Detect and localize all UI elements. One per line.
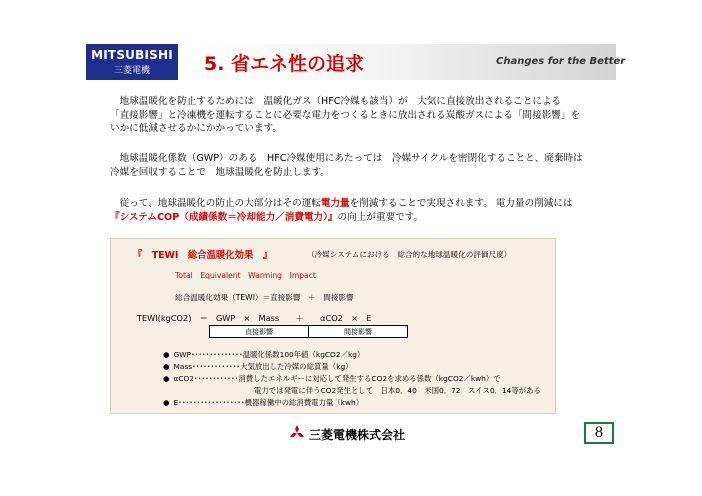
paragraph-1-line-3: いかに低減させるかにかかっています。 <box>110 123 282 135</box>
direct-impact-cell: 直接影響 <box>210 326 309 338</box>
bullet-key: E･･････････････････ <box>173 398 245 407</box>
tewi-definition: 総合温暖化効果（TEWI）＝直接影響 ＋ 間接影響 <box>175 293 354 302</box>
bullet-key: αCO2････････････ <box>173 374 239 383</box>
page-number: 8 <box>584 422 614 444</box>
bullet-mass <box>163 361 353 372</box>
paragraph-1 <box>110 95 580 136</box>
bullet-alpha-co2-continued <box>254 385 541 396</box>
bullet-e <box>163 397 363 408</box>
bullet-desc: 大気放出した冷媒の総質量（kg） <box>240 362 353 371</box>
impact-table <box>209 325 408 338</box>
paragraph-2-line-2: 冷媒を回収することで 地球温暖化を防止します。 <box>110 166 330 178</box>
bullet-desc: 電力では発電に伴うCO2発生として 日本0．40 米国0．72 スイス0．14等がある <box>254 386 541 395</box>
bullet-gwp <box>163 349 364 360</box>
three-diamonds-logo-icon <box>288 425 306 441</box>
logo-text-en: MITSUBISHI <box>91 48 173 62</box>
tewi-english-name: Total Equivalent Warming Impact <box>175 271 316 280</box>
paragraph-1-line-2: 「直接影響」と冷凍機を運転することに必要な電力をつくるときに放出される炭酸ガスによる「間接影響」を <box>110 109 581 121</box>
paragraph-3 <box>110 197 573 224</box>
bullet-dot-icon: ● <box>163 374 170 383</box>
slide-title: 5. 省エネ性の追求 <box>204 53 365 75</box>
bullet-key: GWP･･････････････ <box>173 350 243 359</box>
tagline: Changes for the Better <box>496 56 626 67</box>
paragraph-2 <box>110 152 583 179</box>
bullet-desc: 消費したエネルギーに対応して発生するCO2を求める係数（kgCO2／kwh）で <box>238 374 501 383</box>
mitsubishi-logo <box>86 44 178 80</box>
paragraph-3-line-2 <box>110 211 573 225</box>
tewi-heading-note: （冷媒システムにおける 総合的な地球温暖化の評価尺度） <box>307 250 512 259</box>
paragraph-3-text-a: 従って、地球温暖化の防止の大部分はその運転 <box>110 198 321 209</box>
tewi-heading-title: 『 TEWI 総合温暖化効果 』 <box>133 250 273 261</box>
logo-text-jp: 三菱電機 <box>113 66 150 76</box>
paragraph-3-line-1 <box>110 197 573 211</box>
paragraph-3-text-b: を削減することで実現されます。 電力量の削減には <box>349 198 573 209</box>
bullet-key: Mass･････････････ <box>173 362 241 371</box>
tewi-formula: TEWI(kgCO2) ＝ GWP × Mass ＋ αCO2 × E <box>137 313 372 323</box>
paragraph-2-line-1: 地球温暖化係数（GWP）のある HFC冷媒使用にあたっては 冷媒サイクルを密閉化することと、廃棄時は <box>110 153 583 164</box>
bullet-alpha-co2 <box>163 373 501 384</box>
indirect-impact-cell: 間接影響 <box>309 326 408 338</box>
bullet-dot-icon: ● <box>163 398 170 407</box>
footer-company-name: 三菱電機株式会社 <box>309 428 406 442</box>
bullet-desc: 温暖化係数100年値（kgCO2／kg） <box>242 350 365 359</box>
bullet-dot-icon: ● <box>163 350 170 359</box>
bullet-dot-icon: ● <box>163 362 170 371</box>
bullet-desc: 機器稼働中の総消費電力量（kwh） <box>244 398 364 407</box>
tewi-heading <box>133 247 272 261</box>
tewi-box <box>110 238 556 414</box>
paragraph-3-text-c: の向上が重要です。 <box>337 211 424 223</box>
energy-amount-highlight: 電力量 <box>320 198 350 209</box>
system-cop-highlight: 『システムCOP（成績係数＝冷却能力／消費電力）』 <box>110 211 338 223</box>
paragraph-1-line-1: 地球温暖化を防止するためには 温暖化ガス（HFC冷媒も該当）が 大気に直接放出されることによる <box>110 96 562 107</box>
